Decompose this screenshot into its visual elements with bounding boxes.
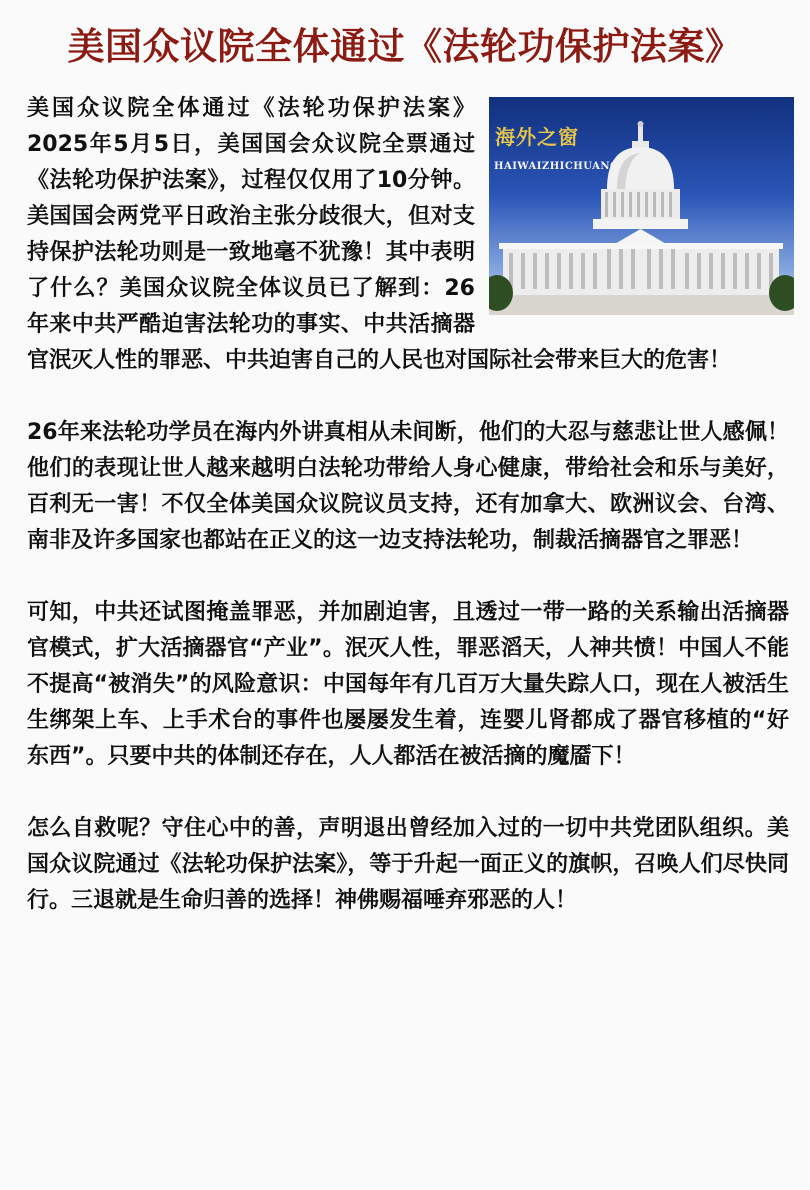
page-title: 美国众议院全体通过《法轮功保护法案》 — [67, 25, 743, 68]
paragraph-2: 26年来法轮功学员在海内外讲真相从未间断，他们的大忍与慈悲让世人感佩！他们的表现让世人越来越明白法轮功带给人身心健康，带给社会和乐与美好，百利无一害！不仅全体美国众议院议员支持，还有加拿大、欧洲议会、台湾、南非及许多国家也都站在正义的这一边支持法轮功，制裁活摘器官之罪恶！ — [27, 420, 789, 553]
paragraph-4: 怎么自救呢？守住心中的善，声明退出曾经加入过的一切中共党团队组织。美国众议院通过《法轮功保护法案》，等于升起一面正义的旗帜，召唤人们尽快同行。三退就是生命归善的选择！神佛赐福唾弃邪恶的人！ — [27, 816, 789, 913]
capitol-photo — [489, 97, 794, 315]
watermark-logo: 海外之窗 — [495, 125, 579, 149]
paragraph-1 — [27, 91, 789, 379]
article-body — [27, 91, 789, 955]
paragraph-1-text: 美国众议院全体通过《法轮功保护法案》2025年5月5日，美国国会众议院全票通过《法轮功保护法案》，过程仅仅用了10分钟。美国国会两党平日政治主张分歧很大，但对支持保护法轮功则是一致地毫不犹豫！其中表明了什么？美国众议院全体议员已了解到：26年来中共严酷迫害法轮功的事实、中共活摘器官泯灭人性的罪恶、中共迫害自己的人民也对国际社会带来巨大的危害！ — [27, 96, 732, 373]
paragraph-3: 可知，中共还试图掩盖罪恶，并加剧迫害，且透过一带一路的关系输出活摘器官模式，扩大活摘器官“产业”。泯灭人性，罪恶滔天，人神共愤！中国人不能不提高“被消失”的风险意识：中国每年有几百万大量失踪人口，现在人被活生生绑架上车、上手术台的事件也屡屡发生着，连婴儿肾都成了器官移植的“好东西”。只要中共的体制还存在，人人都活在被活摘的魔靥下！ — [27, 600, 789, 769]
watermark-subtitle: HAIWAIZHICHUANG — [494, 161, 620, 172]
